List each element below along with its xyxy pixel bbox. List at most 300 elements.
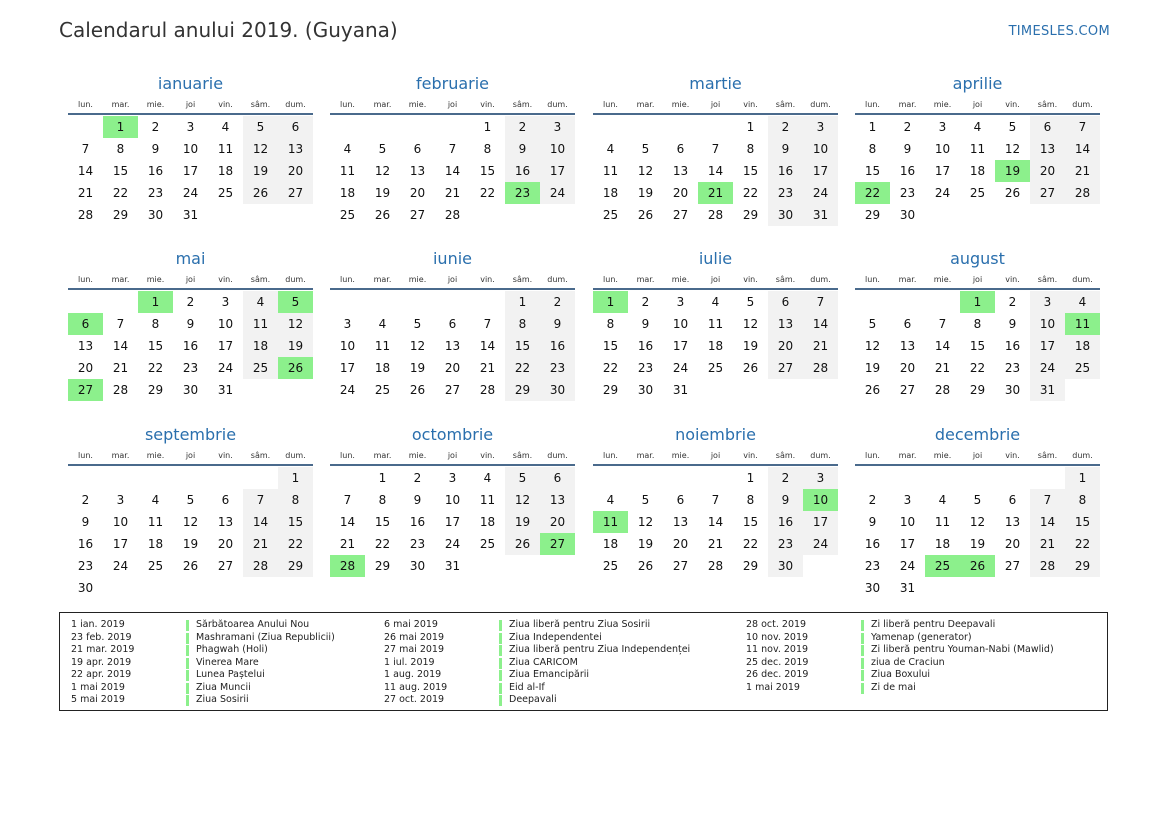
holiday-marker [186, 658, 189, 669]
day-grid [330, 467, 575, 577]
day-cell: 11 [969, 142, 986, 156]
day-cell: 9 [413, 493, 422, 507]
day-cell: 20 [217, 537, 234, 551]
holiday-date: 26 dec. 2019 [746, 669, 809, 680]
day-cell: 19 [864, 361, 881, 375]
weekday-label: joi [710, 100, 721, 109]
day-cell: 17 [540, 160, 575, 182]
day-cell: 28 [707, 559, 724, 573]
day-cell: 18 [339, 186, 356, 200]
day-cell: 12 [278, 313, 313, 335]
weekday-label: vin. [1005, 451, 1020, 460]
holiday-marker [499, 695, 502, 706]
day-cell: 10 [672, 317, 689, 331]
day-cell: 12 [742, 317, 759, 331]
weekday-label: dum. [810, 100, 831, 109]
day-cell: 23 [182, 361, 199, 375]
site-link[interactable]: TIMESLES.COM [1008, 24, 1110, 39]
day-cell: 20 [899, 361, 916, 375]
holiday-marker [861, 633, 864, 644]
day-cell: 6 [1030, 116, 1065, 138]
weekday-header [330, 97, 575, 113]
day-cell: 12 [637, 164, 654, 178]
day-cell: 7 [81, 142, 90, 156]
day-cell: 7 [243, 489, 278, 511]
day-cell: 21 [479, 361, 496, 375]
weekday-label: sâm. [775, 100, 796, 109]
day-cell: 19 [742, 339, 759, 353]
empty-cell [243, 467, 278, 489]
day-cell: 11 [217, 142, 234, 156]
day-cell: 7 [711, 142, 720, 156]
day-cell: 5 [868, 317, 877, 331]
weekday-header [330, 448, 575, 464]
day-cell: 10 [803, 138, 838, 160]
day-cell: 30 [768, 204, 803, 226]
day-cell: 8 [116, 142, 125, 156]
day-cell: 28 [1030, 555, 1065, 577]
day-cell: 28 [243, 555, 278, 577]
day-cell: 16 [768, 511, 803, 533]
empty-cell [890, 467, 925, 489]
holiday-date: 28 oct. 2019 [746, 619, 807, 630]
day-cell: 1 [483, 120, 492, 134]
holiday-day-cell: 27 [68, 379, 103, 401]
weekday-header [593, 448, 838, 464]
header-divider [855, 464, 1100, 466]
empty-cell [995, 467, 1030, 489]
day-cell: 14 [803, 313, 838, 335]
day-cell: 18 [217, 164, 234, 178]
day-grid [855, 291, 1100, 401]
weekday-label: sâm. [250, 275, 271, 284]
day-cell: 14 [444, 164, 461, 178]
day-grid [855, 116, 1100, 226]
weekday-label: lun. [78, 451, 93, 460]
day-cell: 14 [339, 515, 356, 529]
day-cell: 1 [1065, 467, 1100, 489]
day-cell: 3 [676, 295, 685, 309]
weekday-header [593, 97, 838, 113]
empty-cell [103, 467, 138, 489]
holiday-date: 25 dec. 2019 [746, 656, 809, 668]
weekday-label: dum. [1072, 451, 1093, 460]
day-cell: 5 [505, 467, 540, 489]
holiday-day-cell: 6 [68, 313, 103, 335]
day-cell: 9 [186, 317, 195, 331]
day-cell: 13 [278, 138, 313, 160]
day-cell: 10 [339, 339, 356, 353]
day-cell: 26 [1004, 186, 1021, 200]
empty-cell [960, 467, 995, 489]
day-cell: 19 [243, 160, 278, 182]
weekday-label: dum. [285, 451, 306, 460]
weekday-label: mie. [933, 451, 952, 460]
header-divider [593, 288, 838, 290]
header-divider [330, 288, 575, 290]
day-cell: 7 [938, 317, 947, 331]
empty-cell [173, 467, 208, 489]
month-name: februarie [415, 74, 490, 93]
holiday-name: Deepavali [509, 694, 557, 705]
day-cell: 15 [864, 164, 881, 178]
weekday-label: vin. [480, 451, 495, 460]
day-cell: 12 [182, 515, 199, 529]
day-cell: 4 [606, 493, 615, 507]
day-cell: 27 [768, 357, 803, 379]
weekday-label: vin. [218, 451, 233, 460]
day-cell: 26 [243, 182, 278, 204]
weekday-label: vin. [480, 275, 495, 284]
day-cell: 24 [1030, 357, 1065, 379]
holiday-marker [499, 670, 502, 681]
weekday-label: mar. [636, 275, 655, 284]
weekday-label: joi [972, 275, 983, 284]
day-cell: 15 [969, 339, 986, 353]
day-cell: 18 [707, 339, 724, 353]
day-cell: 29 [112, 208, 129, 222]
day-cell: 13 [672, 164, 689, 178]
day-cell: 17 [803, 511, 838, 533]
empty-cell [208, 467, 243, 489]
day-cell: 21 [803, 335, 838, 357]
day-cell: 6 [278, 116, 313, 138]
empty-cell [330, 291, 365, 313]
weekday-label: mar. [898, 451, 917, 460]
day-cell: 19 [637, 186, 654, 200]
weekday-label: mie. [671, 100, 690, 109]
day-cell: 17 [899, 537, 916, 551]
weekday-label: dum. [810, 451, 831, 460]
holiday-date: 19 apr. 2019 [71, 656, 132, 668]
weekday-header [855, 448, 1100, 464]
day-cell: 2 [903, 120, 912, 134]
day-grid [68, 291, 313, 401]
day-cell: 16 [864, 537, 881, 551]
weekday-label: mar. [898, 100, 917, 109]
holiday-date: 27 oct. 2019 [384, 694, 445, 705]
legend-row [746, 682, 1096, 695]
empty-cell [698, 467, 733, 489]
day-cell: 14 [77, 164, 94, 178]
weekday-label: dum. [1072, 100, 1093, 109]
holiday-date: 11 nov. 2019 [746, 644, 809, 655]
holiday-day-cell: 28 [330, 555, 365, 577]
day-cell: 21 [112, 361, 129, 375]
month-februarie [330, 73, 575, 226]
day-cell: 10 [112, 515, 129, 529]
holiday-date: 26 mai 2019 [384, 631, 445, 643]
day-cell: 6 [221, 493, 230, 507]
empty-cell [435, 116, 470, 138]
day-cell: 9 [768, 138, 803, 160]
day-cell: 8 [1065, 489, 1100, 511]
day-cell: 5 [746, 295, 755, 309]
weekday-label: mar. [898, 275, 917, 284]
holiday-day-cell: 23 [505, 182, 540, 204]
day-cell: 24 [803, 182, 838, 204]
day-cell: 14 [112, 339, 129, 353]
day-cell: 30 [77, 581, 94, 595]
day-cell: 9 [768, 489, 803, 511]
day-grid [593, 291, 838, 401]
holiday-date: 5 mai 2019 [71, 694, 125, 705]
month-iunie [330, 248, 575, 401]
day-cell: 21 [444, 186, 461, 200]
day-cell: 28 [707, 208, 724, 222]
day-cell: 13 [672, 515, 689, 529]
legend-row [384, 644, 694, 657]
day-cell: 15 [1065, 511, 1100, 533]
weekday-label: mie. [933, 100, 952, 109]
month-name: octombrie [411, 425, 494, 444]
month-decembrie [855, 424, 1100, 599]
day-cell: 18 [374, 361, 391, 375]
day-cell: 28 [479, 383, 496, 397]
holiday-marker [499, 658, 502, 669]
weekday-label: joi [447, 451, 458, 460]
day-cell: 8 [505, 313, 540, 335]
header-divider [330, 113, 575, 115]
weekday-label: lun. [340, 100, 355, 109]
day-cell: 14 [1030, 511, 1065, 533]
empty-cell [365, 291, 400, 313]
holiday-name: Ziua liberă pentru Ziua Independenței [509, 644, 691, 655]
empty-cell [593, 467, 628, 489]
weekday-label: sâm. [775, 275, 796, 284]
empty-cell [890, 291, 925, 313]
day-cell: 2 [768, 467, 803, 489]
header-divider [593, 113, 838, 115]
day-cell: 22 [112, 186, 129, 200]
weekday-label: sâm. [250, 100, 271, 109]
day-cell: 17 [112, 537, 129, 551]
day-cell: 27 [1004, 559, 1021, 573]
month-name: aprilie [952, 74, 1003, 93]
day-cell: 5 [186, 493, 195, 507]
empty-cell [855, 467, 890, 489]
day-cell: 9 [151, 142, 160, 156]
weekday-label: vin. [743, 100, 758, 109]
day-cell: 29 [505, 379, 540, 401]
day-cell: 10 [444, 493, 461, 507]
holiday-marker [861, 658, 864, 669]
day-cell: 15 [112, 164, 129, 178]
day-cell: 1 [378, 471, 387, 485]
day-cell: 22 [505, 357, 540, 379]
header-divider [68, 464, 313, 466]
weekday-label: lun. [340, 451, 355, 460]
weekday-label: joi [972, 451, 983, 460]
day-cell: 18 [969, 164, 986, 178]
weekday-label: sâm. [512, 275, 533, 284]
legend-column [384, 619, 694, 707]
day-cell: 4 [221, 120, 230, 134]
page-title: Calendarul anului 2019. (Guyana) [59, 18, 398, 42]
legend-row [71, 644, 381, 657]
day-cell: 1 [505, 291, 540, 313]
day-cell: 20 [1030, 160, 1065, 182]
day-cell: 5 [641, 142, 650, 156]
day-cell: 25 [1065, 357, 1100, 379]
holiday-day-cell: 11 [1065, 313, 1100, 335]
legend-row [71, 694, 381, 707]
month-ianuarie [68, 73, 313, 226]
legend-row [384, 657, 694, 670]
day-cell: 29 [374, 559, 391, 573]
weekday-label: joi [447, 275, 458, 284]
empty-cell [628, 467, 663, 489]
day-cell: 17 [217, 339, 234, 353]
day-cell: 22 [742, 537, 759, 551]
header-divider [68, 288, 313, 290]
weekday-label: mie. [671, 275, 690, 284]
day-cell: 23 [540, 357, 575, 379]
day-cell: 1 [278, 467, 313, 489]
day-cell: 14 [934, 339, 951, 353]
day-cell: 15 [479, 164, 496, 178]
legend-column [71, 619, 381, 707]
day-cell: 11 [374, 339, 391, 353]
day-cell: 28 [934, 383, 951, 397]
day-cell: 4 [711, 295, 720, 309]
day-cell: 28 [77, 208, 94, 222]
legend-row [71, 669, 381, 682]
month-mai [68, 248, 313, 401]
weekday-label: dum. [285, 100, 306, 109]
empty-cell [103, 291, 138, 313]
month-name: septembrie [144, 425, 237, 444]
holiday-marker [186, 670, 189, 681]
empty-cell [68, 467, 103, 489]
holiday-day-cell: 11 [593, 511, 628, 533]
day-cell: 11 [479, 493, 496, 507]
day-cell: 3 [221, 295, 230, 309]
day-cell: 24 [899, 559, 916, 573]
day-cell: 4 [243, 291, 278, 313]
day-cell: 29 [1065, 555, 1100, 577]
day-cell: 25 [602, 559, 619, 573]
holiday-date: 23 feb. 2019 [71, 631, 132, 643]
day-cell: 18 [602, 186, 619, 200]
month-name: iunie [432, 249, 472, 268]
weekday-label: mie. [671, 451, 690, 460]
day-cell: 9 [81, 515, 90, 529]
day-cell: 30 [540, 379, 575, 401]
day-cell: 7 [711, 493, 720, 507]
legend-column [746, 619, 1096, 694]
day-cell: 13 [1004, 515, 1021, 529]
holiday-name: Ziua Sosirii [196, 694, 249, 705]
day-cell: 8 [973, 317, 982, 331]
day-cell: 6 [540, 467, 575, 489]
day-cell: 2 [768, 116, 803, 138]
day-cell: 21 [1065, 160, 1100, 182]
holiday-name: Zi de mai [871, 681, 916, 693]
weekday-label: lun. [865, 100, 880, 109]
day-cell: 18 [602, 537, 619, 551]
weekday-header [855, 97, 1100, 113]
day-cell: 9 [903, 142, 912, 156]
weekday-label: lun. [603, 451, 618, 460]
empty-cell [330, 116, 365, 138]
day-cell: 7 [1065, 116, 1100, 138]
month-august [855, 248, 1100, 401]
day-cell: 6 [768, 291, 803, 313]
holiday-day-cell: 25 [925, 555, 960, 577]
day-cell: 23 [768, 182, 803, 204]
month-name: mai [175, 249, 206, 268]
day-cell: 17 [672, 339, 689, 353]
holiday-date: 11 aug. 2019 [384, 681, 448, 693]
weekday-header [68, 448, 313, 464]
legend-row [71, 619, 381, 632]
holiday-day-cell: 26 [960, 555, 995, 577]
holiday-marker [861, 670, 864, 681]
day-cell: 4 [938, 493, 947, 507]
day-cell: 19 [969, 537, 986, 551]
day-cell: 14 [1065, 138, 1100, 160]
day-cell: 12 [374, 164, 391, 178]
day-cell: 11 [934, 515, 951, 529]
weekday-label: joi [972, 100, 983, 109]
day-cell: 19 [182, 537, 199, 551]
header-divider [593, 464, 838, 466]
day-cell: 28 [1065, 182, 1100, 204]
day-cell: 15 [147, 339, 164, 353]
day-cell: 23 [768, 533, 803, 555]
day-cell: 30 [899, 208, 916, 222]
weekday-label: mar. [373, 451, 392, 460]
day-cell: 11 [339, 164, 356, 178]
day-cell: 27 [409, 208, 426, 222]
holiday-marker [861, 645, 864, 656]
empty-cell [663, 116, 698, 138]
weekday-label: vin. [1005, 100, 1020, 109]
day-cell: 25 [374, 383, 391, 397]
holiday-name: Phagwah (Holi) [196, 644, 268, 655]
day-cell: 3 [803, 116, 838, 138]
weekday-label: sâm. [775, 451, 796, 460]
day-cell: 5 [973, 493, 982, 507]
day-cell: 23 [147, 186, 164, 200]
day-cell: 7 [343, 493, 352, 507]
empty-cell [400, 116, 435, 138]
holiday-date: 22 apr. 2019 [71, 669, 132, 680]
holiday-date: 1 mai 2019 [746, 681, 800, 693]
weekday-label: lun. [340, 275, 355, 284]
day-cell: 31 [672, 383, 689, 397]
weekday-label: dum. [547, 100, 568, 109]
holiday-date: 6 mai 2019 [384, 619, 438, 630]
weekday-header [855, 272, 1100, 288]
day-cell: 24 [803, 533, 838, 555]
day-cell: 24 [540, 182, 575, 204]
weekday-label: vin. [743, 451, 758, 460]
day-cell: 16 [77, 537, 94, 551]
empty-cell [663, 467, 698, 489]
day-cell: 25 [243, 357, 278, 379]
legend-row [71, 632, 381, 645]
day-cell: 15 [505, 335, 540, 357]
month-octombrie [330, 424, 575, 577]
day-cell: 14 [479, 339, 496, 353]
header-divider [855, 113, 1100, 115]
day-cell: 17 [444, 515, 461, 529]
weekday-label: mie. [146, 451, 165, 460]
header-divider [330, 464, 575, 466]
day-cell: 4 [606, 142, 615, 156]
